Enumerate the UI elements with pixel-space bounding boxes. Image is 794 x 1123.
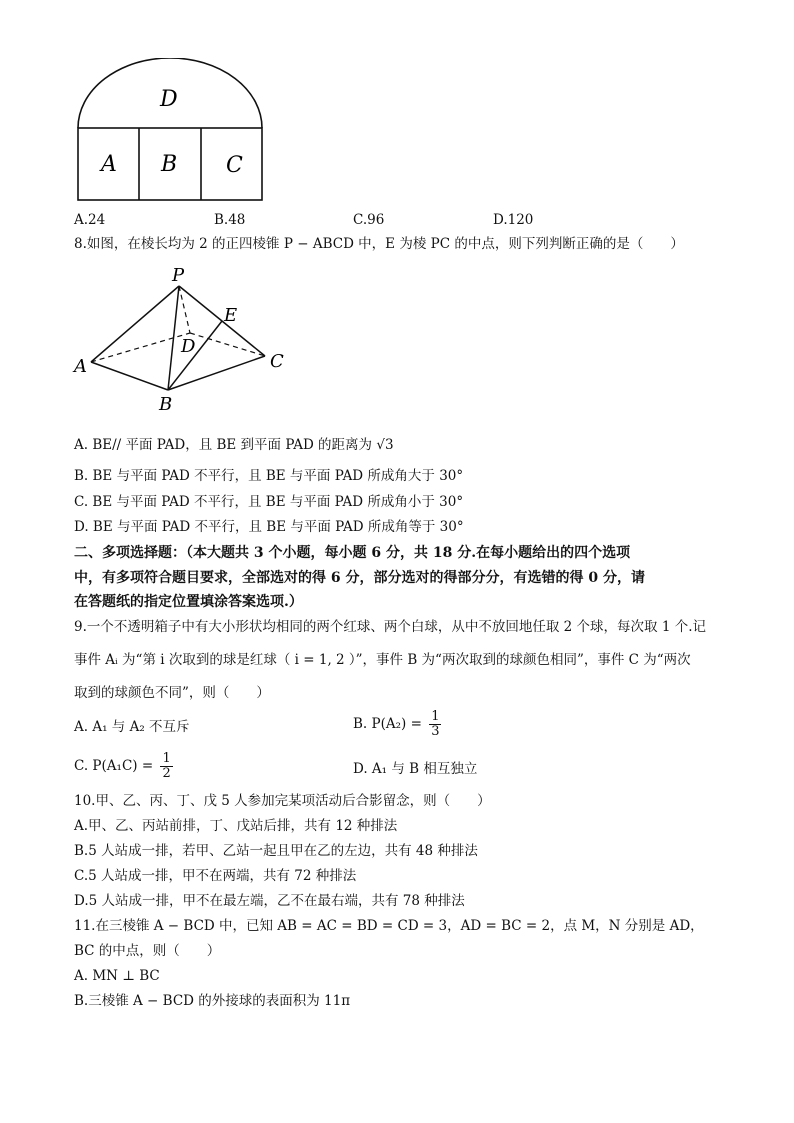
section2-line2: 中，有多项符合题目要求，全部选对的得 6 分，部分选对的得部分分，有选错的得 0 分，请 (74, 570, 645, 586)
label-c: C (270, 351, 284, 372)
q10-option-c: C.5 人站成一排，甲不在两端，共有 72 种排法 (74, 868, 357, 884)
label-p: P (172, 265, 185, 286)
q8-stem: 8.如图，在棱长均为 2 的正四棱锥 P − ABCD 中，E 为棱 PC 的中点，则下列判断正确的是（ ） (74, 236, 684, 252)
q9-option-c (74, 752, 173, 781)
label-b: B (159, 394, 173, 415)
q11-option-a: A. MN ⊥ BC (74, 968, 160, 984)
q10-option-d: D.5 人站成一排，甲不在最左端，乙不在最右端，共有 78 种排法 (74, 893, 465, 909)
q8-option-a: A. BE// 平面 PAD，且 BE 到平面 PAD 的距离为 √3 (74, 437, 394, 453)
q10-stem: 10.甲、乙、丙、丁、戊 5 人参加完某项活动后合影留念，则（ ） (74, 793, 491, 809)
q9-line1: 9.一个不透明箱子中有大小形状均相同的两个红球、两个白球，从中不放回地任取 2 个球，每次取 1 个.记 (74, 619, 707, 635)
q10-option-a: A.甲、乙、丙站前排，丁、戊站后排，共有 12 种排法 (74, 818, 398, 834)
q11-option-b: B.三棱锥 A − BCD 的外接球的表面积为 11π (74, 993, 351, 1009)
q9-line3: 取到的球颜色不同”，则（ ） (74, 685, 270, 701)
q9-option-b (353, 710, 441, 739)
q10-option-b: B.5 人站成一排，若甲、乙站一起且甲在乙的左边，共有 48 种排法 (74, 843, 478, 859)
q8-option-b: B. BE 与平面 PAD 不平行，且 BE 与平面 PAD 所成角大于 30° (74, 468, 464, 484)
section2-line1: 二、多项选择题：（本大题共 3 个小题，每小题 6 分，共 18 分.在每小题给出的四个选项 (74, 545, 631, 561)
q7-option-d: D.120 (493, 212, 534, 228)
fraction-denominator: 2 (162, 766, 171, 781)
label-d: D (160, 87, 178, 112)
figure-region-diagram (70, 58, 270, 208)
q9-option-b-lhs: B. P(A₂) = (353, 716, 422, 732)
q11-line1: 11.在三棱锥 A − BCD 中，已知 AB = AC = BD = CD = 3，AD = BC = 2，点 M，N 分别是 AD， (74, 918, 704, 934)
q11-line2: BC 的中点，则（ ） (74, 943, 221, 959)
q8-option-c: C. BE 与平面 PAD 不平行，且 BE 与平面 PAD 所成角小于 30° (74, 494, 464, 510)
q9-option-d: D. A₁ 与 B 相互独立 (353, 761, 478, 777)
label-e: E (224, 305, 238, 326)
label-d: D (181, 336, 196, 357)
fraction-denominator: 3 (431, 724, 440, 739)
q9-option-a: A. A₁ 与 A₂ 不互斥 (74, 719, 190, 735)
section2-line3: 在答题纸的指定位置填涂答案选项.） (74, 594, 303, 610)
q9-option-b-fraction (429, 710, 441, 739)
q9-option-c-fraction (160, 752, 172, 781)
pyramid-diagram (72, 260, 292, 415)
label-a: A (74, 356, 87, 377)
q7-option-c: C.96 (353, 212, 385, 228)
q7-option-b: B.48 (214, 212, 246, 228)
label-a: A (101, 152, 117, 177)
q9-option-c-lhs: C. P(A₁C) = (74, 758, 154, 774)
label-b: B (161, 152, 178, 177)
q7-option-a: A.24 (74, 212, 106, 228)
q8-option-d: D. BE 与平面 PAD 不平行，且 BE 与平面 PAD 所成角等于 30° (74, 519, 464, 535)
label-c: C (226, 153, 243, 178)
fraction-numerator: 1 (431, 709, 440, 724)
q9-line2: 事件 Aᵢ 为“第 i 次取到的球是红球（ i = 1, 2 ）”，事件 B 为“两次取到的球颜色相同”，事件 C 为“两次 (74, 652, 691, 668)
fraction-numerator: 1 (162, 751, 171, 766)
